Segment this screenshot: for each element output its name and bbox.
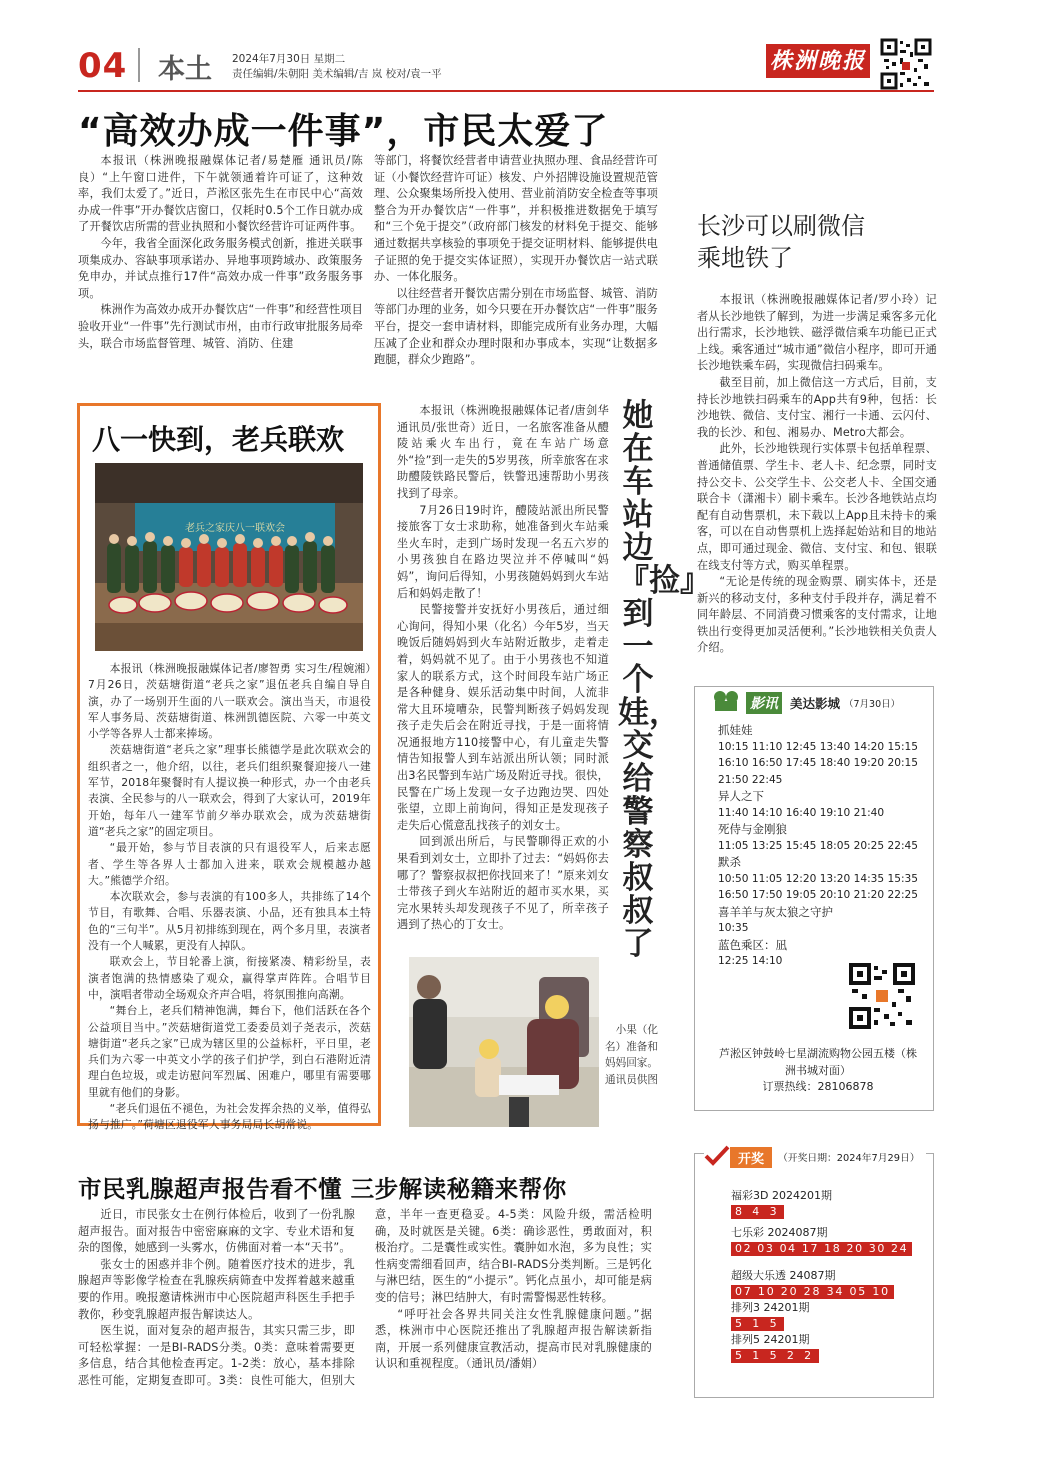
paragraph: 株洲作为高效办成开办餐饮店“一件事”和经营性项目验收开业“一件事”先行测试市州，由市行政审批服务局牵头，联合市场监督管理、城管、消防、住建 — [78, 303, 363, 350]
showtimes: 11:05 13:25 15:45 18:05 20:25 22:45 — [718, 839, 919, 852]
film-entry — [718, 904, 923, 937]
paragraph: 此外，长沙地铁现行实体票卡包括单程票、普通储值票、学生卡、老人卡、纪念票，同时支持公交卡、公交学生卡、公交老人卡、全国交通联合卡（潇湘卡）刷卡乘车。长沙各地铁站点均配有自动售票机，未下载以上App且未持卡的乘客，可以在自动售票机上选择起始站和目的地站点，即可通过现金、微信、支付宝、和包、银联在线支付等方式，购买单程票。 — [697, 442, 937, 572]
film-entry — [718, 854, 923, 904]
film-title: 死侍与金刚狼 — [718, 822, 787, 836]
headline-kid-vertical: 她在车站边『捡』到一个娃，交给警察叔叔了 — [618, 398, 711, 962]
paragraph: “呼吁社会各界共同关注女性乳腺健康问题。”据悉，株洲市中心医院还推出了乳腺超声报告解读新指南，开展一系列健康宣教活动，提高市民对乳腺健康的认识和重视程度。（通讯员/潘娟） — [375, 1307, 652, 1371]
headline-veteran: 八一快到，老兵联欢 — [92, 423, 345, 456]
article-breast-body — [78, 1207, 652, 1390]
paragraph: “舞台上，老兵们精神饱满，舞台下，他们活跃在各个公益项目当中。”茨菇塘街道党工委委员刘子尧表示，茨菇塘街道“老兵之家”已成为辖区里的公益标杆，平日里，老兵们为六零一中英文小学的孩子们护学，到白石港附近清理白色垃圾，或走访慰问军烈属、困难户，哪里有需要哪里就有他们的身影。 — [88, 1004, 371, 1099]
paragraph: 张女士的困惑并非个例。随着医疗技术的进步，乳腺超声等影像学检查在乳腺疾病筛查中发挥着越来越重要的作用。晚报邀请株洲市中心医院超声科医生手把手教你，秒变乳腺超声报告解读达人。 — [78, 1257, 355, 1321]
showtimes: 11:40 14:10 16:40 19:10 21:40 — [718, 806, 885, 819]
film-title: 蓝色乘区：凪 — [718, 937, 787, 952]
article-metro-body — [697, 292, 937, 657]
draw-name: 福彩3D 2024201期 — [731, 1189, 832, 1202]
lottery-draw-list — [731, 1188, 921, 1369]
showtimes: 21:50 22:45 — [718, 773, 783, 786]
paragraph: 截至目前，加上微信这一方式后，目前，支持长沙地铁扫码乘车的App共有9种，包括：长沙地铁、微信、支付宝、湘行一卡通、云闪付、我的长沙、和包、湘易办、Metro大都会。 — [697, 375, 937, 439]
showtimes: 12:25 14:10 — [718, 955, 783, 967]
cinema-logo-label: 影讯 — [746, 692, 782, 714]
showtimes: 16:50 17:50 19:05 20:10 21:20 22:25 — [718, 889, 919, 901]
draw-numbers: 07 10 20 28 34 05 10 — [731, 1285, 894, 1299]
headline-breast-ultrasound: 市民乳腺超声报告看不懂 三步解读秘籍来帮你 — [78, 1175, 567, 1203]
paragraph: 回到派出所后，与民警聊得正欢的小果看到刘女士，立即扑了过去：“妈妈你去哪了？警察叔叔把你找回来了！”原来刘女士带孩子到火车站附近的超市买水果，买完水果转头却发现孩子不见了，所幸孩子遇到了热心的丁女士。 — [397, 835, 609, 932]
cinema-address: 芦淞区钟鼓岭七星湖流购物公园五楼（株洲书城对面） — [719, 1047, 917, 1077]
paragraph: 近日，市民张女士在例行体检后，收到了一份乳腺超声报告。面对报告中密密麻麻的文字、专业术语和复杂的图像，她感到一头雾水，仿佛面对着一本“天书”。 — [78, 1208, 355, 1255]
editor-credits: 责任编辑/朱朝阳 美术编辑/吉 岚 校对/袁一平 — [232, 68, 442, 80]
article-efficiency-col1 — [78, 153, 363, 352]
lottery-draw — [731, 1225, 921, 1262]
veteran-performance-photo — [95, 463, 363, 651]
showtimes: 10:35 — [718, 922, 749, 934]
paragraph: 本报讯（株洲晚报融媒体记者/唐剑华 通讯员/张世奇）近日，一名旅客准备从醴陵站乘火车出行，竟在车站广场意外“捡”到一走失的5岁男孩，所幸旅客在求助醴陵铁路民警后，铁警迅速帮助小男孩找到了母亲。 — [397, 404, 609, 500]
draw-numbers: 5 1 5 — [731, 1317, 784, 1331]
draw-numbers: 8 4 3 — [731, 1205, 784, 1219]
paragraph: 以往经营者开餐饮店需分别在市场监督、城管、消防等部门办理的业务，如今只要在开办餐饮店“一件事”服务平台，提交一套申请材料，即能完成所有业务办理，大幅压减了企业和群众办理时限和办事成本，实现“让数据多跑腿，群众少跑路”。 — [374, 286, 658, 367]
photo-banner-text: 老兵之家庆八一联欢会 — [185, 523, 285, 534]
lottery-draw — [731, 1300, 921, 1332]
cinema-address-block — [718, 1046, 918, 1096]
checkmark-icon — [704, 1144, 730, 1170]
newspaper-masthead: 株洲晚报 — [766, 44, 870, 78]
paragraph: “老兵们退伍不褪色，为社会发挥余热的义举，值得弘扬与推广。”荷塘区退役军人事务局局长胡常说。 — [88, 1102, 371, 1132]
cinema-qr-code-icon — [848, 962, 916, 1030]
paragraph: 本报讯（株洲晚报融媒体记者/廖智勇 实习生/程婉湘）7月26日，茨菇塘街道“老兵之家”退伍老兵自编自导自演，办了一场别开生面的八一联欢会。演出当天，市退役军人事务局、茨菇塘街道、株洲凯德医院、六零一中英文小学等各界人士都来捧场。 — [88, 662, 371, 741]
paragraph: 7月26日19时许，醴陵站派出所民警接旅客丁女士求助称，她准备到火车站乘坐火车时，走到广场时发现一名五六岁的小男孩独自在路边哭泣并不停喊叫“妈妈”，询问后得知，小男孩随妈妈到火车站后和妈妈走散了！ — [397, 503, 609, 600]
cinema-date: （7月30日） — [844, 699, 901, 710]
draw-name: 排列3 24201期 — [731, 1301, 810, 1314]
film-title: 异人之下 — [718, 789, 764, 803]
paragraph: 今年，我省全面深化政务服务模式创新，推进关联事项集成办、容缺事项承诺办、异地事项跨域办、政策服务免申办，并试点推行17件“高效办成一件事”政务服务事项。 — [78, 236, 363, 300]
draw-name: 七乐彩 2024087期 — [731, 1226, 828, 1239]
film-title: 默杀 — [718, 855, 741, 869]
paragraph: “无论是传统的现金购票、刷实体卡，还是新兴的移动支付，多种支付手段并存，满足着不同年龄层、不同消费习惯乘客的支付需求，让地铁出行变得更加灵活便利。”长沙地铁相关负责人介绍。 — [697, 575, 937, 655]
article-kid-body — [397, 403, 609, 934]
article-veteran-body — [88, 661, 371, 1134]
header-divider — [138, 48, 140, 82]
paragraph: “最开始，参与节目表演的只有退役军人，后来志愿者、学生等各界人士都加入进来，联欢会规模越办越大。”熊德学介绍。 — [88, 841, 371, 887]
draw-numbers: 02 03 04 17 18 20 30 24 — [731, 1242, 912, 1256]
qr-code-icon — [880, 38, 932, 90]
headline-line: 长沙可以刷微信 — [697, 212, 865, 240]
film-reel-icon — [712, 689, 742, 717]
cinema-header — [712, 689, 900, 717]
lottery-draw — [731, 1188, 921, 1225]
lottery-label: 开奖 — [730, 1147, 772, 1168]
showtimes: 10:50 11:05 12:20 13:20 14:35 15:35 — [718, 872, 919, 885]
showtimes: 16:10 16:50 17:45 18:40 19:20 20:15 — [718, 757, 919, 769]
paragraph: 等部门，将餐饮经营者申请营业执照办理、食品经营许可证（小餐饮经营许可证）核发、户外招牌设施设置规范管理、公众聚集场所投入使用、营业前消防安全检查等事项整合为开办餐饮店“一件事”，并积极推进数据免于填写和“三个免于提交”（政府部门核发的材料免于提交、能够通过数据共享核验的事项免于提交证明材料、能够提供电子证照的免于提交实体证照），实现开办餐饮店一站式联办、一体化服务。 — [374, 154, 658, 284]
paragraph: 茨菇塘街道“老兵之家”理事长熊德学是此次联欢会的组织者之一，他介绍，以往，老兵们组织聚餐迎接八一建军节，2018年聚餐时有人提议换一种形式，办一个由老兵表演、全民参与的八一联欢会，得到了大家认可，2019年开始，每年八一建军节前夕举办联欢会，成为茨菇塘街道“老兵之家”的固定项目。 — [88, 743, 371, 838]
headline-line: 乘地铁了 — [697, 244, 793, 272]
paragraph: 民警接警并安抚好小男孩后，通过细心询问，得知小果（化名）今年5岁，当天晚饭后随妈妈到火车站附近散步，走着走着，妈妈就不见了。由于小男孩也不知道家人的联系方式，这个时间段车站广场正是各种健身、娱乐活动集中时间，人流非常大且环境嘈杂，民警判断孩子妈妈发现孩子走失后会在附近寻找，于是一面将情况通报地方110接警中心，有儿童走失警情告知报警人到车站派出所认领；同时派出3名民警到车站广场及附近寻找。很快，民警在广场上发现一女子边跑边哭、四处张望，立即上前询问，得知正是发现孩子走失后心慌意乱找孩子的刘女士。 — [397, 603, 609, 832]
header-rule — [78, 90, 934, 92]
film-title: 抓娃娃 — [718, 723, 753, 737]
lottery-draw — [731, 1268, 921, 1300]
film-entry — [718, 821, 923, 854]
draw-name: 超级大乐透 24087期 — [731, 1269, 836, 1282]
paragraph: 联欢会上，节目轮番上演，衔接紧凑、精彩纷呈，表演者饱满的热情感染了观众，赢得掌声阵阵。合唱节目中，演唱者带动全场观众齐声合唱，将氛围推向高潮。 — [88, 955, 371, 1001]
cinema-hotline: 订票热线：28106878 — [762, 1080, 874, 1093]
lottery-draw — [731, 1332, 921, 1369]
lottery-date: （开奖日期：2024年7月29日） — [778, 1153, 920, 1164]
showtimes: 10:15 11:10 12:45 13:40 14:20 15:15 — [718, 740, 919, 753]
kid-reunion-photo — [409, 957, 599, 1127]
draw-numbers: 5 1 5 2 2 — [731, 1349, 819, 1363]
issue-date: 2024年7月30日 星期二 — [232, 53, 346, 65]
film-entry — [718, 722, 923, 788]
paragraph: 本次联欢会，参与表演的有100多人，共排练了14个节目，有歌舞、合唱、乐器表演、小品，还有独具本土特色的“三句半”。从5月初排练到现在，两个多月里，表演者没有一个人喊累，更没有人掉队。 — [88, 890, 371, 953]
lottery-header — [704, 1144, 926, 1170]
page-number: 04 — [78, 46, 128, 86]
headline-metro — [697, 210, 865, 274]
paragraph: 本报讯（株洲晚报融媒体记者/易楚雁 通讯员/陈良）“上午窗口进件，下午就领通着许可证了，这种效率，我们太爱了。”近日，芦淞区张先生在市民中心“高效办成一件事”开办餐饮店窗口，仅耗时0.5个工作日就办成了开餐饮店所需的营业执照和小餐饮经营许可证两件事。 — [78, 154, 363, 234]
cinema-film-list — [718, 722, 923, 970]
paragraph: 本报讯（株洲晚报融媒体记者/罗小玲）记者从长沙地铁了解到，为进一步满足乘客多元化出行需求，长沙地铁、磁浮微信乘车功能已正式上线。乘客通过“城市通”微信小程序，即可开通长沙地铁乘车码，实现微信扫码乘车。 — [697, 293, 937, 373]
cinema-name: 美达影城 — [790, 696, 841, 711]
headline-efficiency: “高效办成一件事”，市民太爱了 — [78, 111, 609, 152]
paragraph: 医生说，面对复杂的超声报告，其实只需三步，即可轻松掌握：一是BI-RADS分类。0类：意味着需要更多信息，结合其他检查再定。1-2类：放心，基本排除恶性可能，定期复查即可。3类：良性可能大，但别大意，半年一查更稳妥。4-5类：风险升级，需活检明确，及时就医是关键。6类：确诊恶性，勇敢面对，积极治疗。二是囊性或实性。囊肿如水泡，多为良性；实性病变需细看回声，结合BI-RADS分类判断。三是钙化与淋巴结，医生的“小提示”。钙化点虽小，却可能是病变的信号；淋巴结肿大，有时需警惕恶性转移。 — [78, 1208, 652, 1387]
film-title: 喜羊羊与灰太狼之守护 — [718, 904, 833, 919]
photo-caption: 小果（化名）准备和妈妈回家。通讯员供图 — [605, 1024, 658, 1086]
draw-name: 排列5 24201期 — [731, 1333, 810, 1346]
section-name: 本土 — [158, 54, 212, 85]
article-efficiency-col2 — [374, 153, 658, 369]
film-entry — [718, 788, 923, 821]
